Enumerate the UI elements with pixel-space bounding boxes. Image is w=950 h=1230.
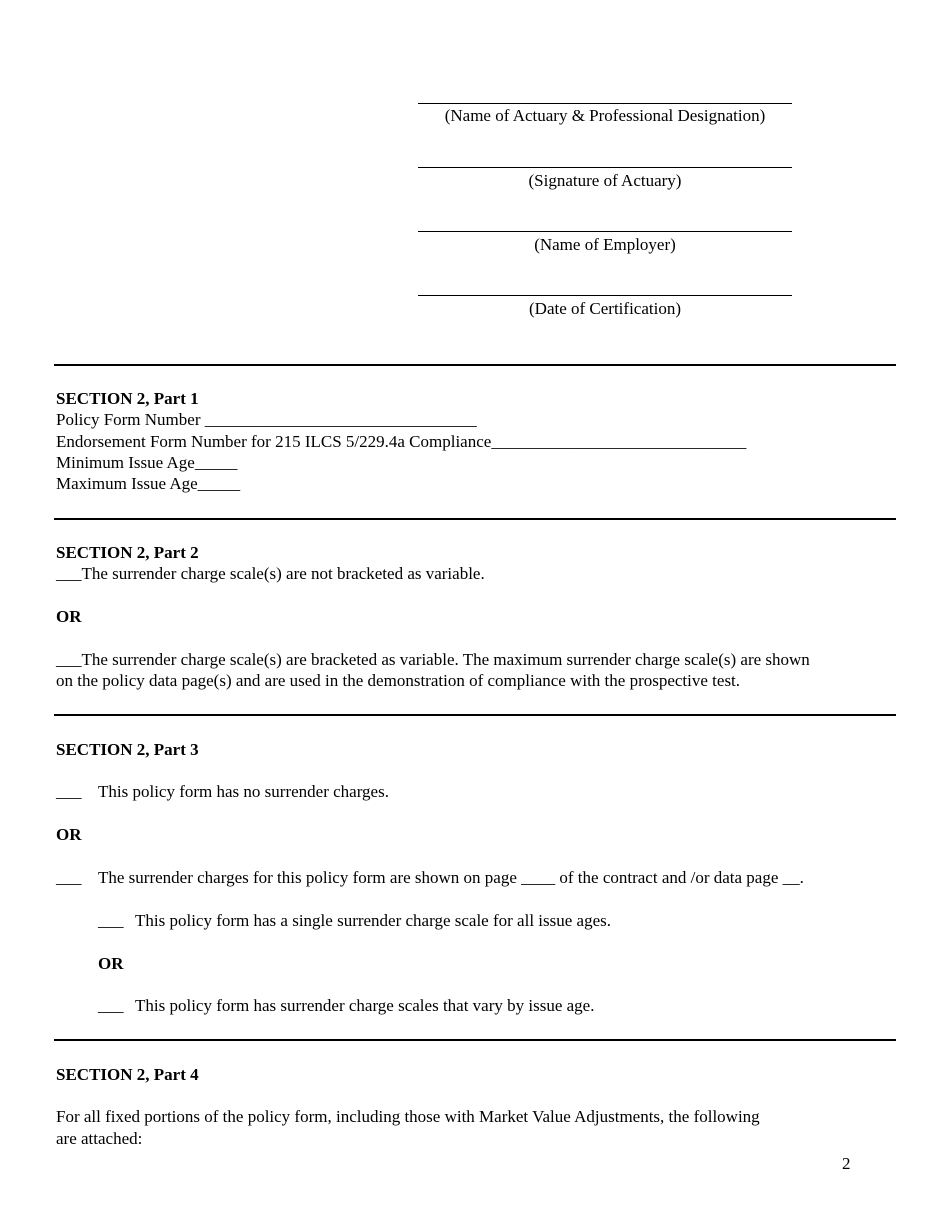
- certification-date-label: (Date of Certification): [529, 299, 681, 318]
- part2-option2-checkbox[interactable]: ___: [56, 650, 82, 669]
- section-divider: [54, 518, 896, 520]
- part2-option-not-variable: [56, 563, 485, 584]
- part2-option2-text-line2: on the policy data page(s) and are used in the demonstration of compliance with the prospective test.: [56, 671, 741, 690]
- part3-sub1-text: This policy form has a single surrender charge scale for all issue ages.: [135, 911, 611, 930]
- part3-option2-text-b: of the contract and /or data page: [559, 868, 779, 887]
- part3-sub1-checkbox[interactable]: ___: [98, 911, 124, 930]
- maximum-issue-age-label: Maximum Issue Age: [56, 474, 198, 493]
- section-divider: [54, 714, 896, 716]
- part3-option-has-charges: [56, 867, 804, 888]
- minimum-issue-age-label: Minimum Issue Age: [56, 453, 195, 472]
- maximum-issue-age-field[interactable]: _____: [197, 474, 241, 493]
- part2-option1-checkbox[interactable]: ___: [56, 564, 82, 583]
- policy-form-number-row: [56, 409, 477, 430]
- page-number: 2: [842, 1154, 851, 1173]
- data-page-field[interactable]: __: [782, 868, 800, 887]
- signature-line-date[interactable]: [418, 295, 792, 296]
- part3-option1-text: This policy form has no surrender charges.: [98, 782, 389, 801]
- actuary-signature-label: (Signature of Actuary): [528, 171, 682, 190]
- part3-option2-checkbox[interactable]: ___: [56, 868, 82, 887]
- policy-form-number-field[interactable]: ________________________________: [204, 410, 477, 429]
- part4-text-line1: For all fixed portions of the policy form, including those with Market Value Adjustments, the following: [56, 1107, 760, 1126]
- part3-option1-checkbox[interactable]: ___: [56, 782, 82, 801]
- section-divider: [54, 1039, 896, 1041]
- part3-option2-end: .: [799, 868, 804, 887]
- part3-option2-text-a: The surrender charges for this policy form are shown on page: [98, 868, 517, 887]
- part3-sub-option-single-scale: [98, 910, 611, 931]
- endorsement-form-field[interactable]: ______________________________: [491, 432, 747, 451]
- part3-sub-or: OR: [98, 954, 124, 973]
- actuary-name-label: (Name of Actuary & Professional Designation): [444, 106, 766, 125]
- part3-sub2-checkbox[interactable]: ___: [98, 996, 124, 1015]
- minimum-issue-age-field[interactable]: _____: [194, 453, 238, 472]
- part1-heading: SECTION 2, Part 1: [56, 389, 199, 408]
- part3-heading: SECTION 2, Part 3: [56, 740, 199, 759]
- minimum-issue-age-row: [56, 452, 237, 473]
- endorsement-form-label: Endorsement Form Number for 215 ILCS 5/229.4a Compliance: [56, 432, 492, 451]
- part3-sub2-text: This policy form has surrender charge scales that vary by issue age.: [135, 996, 595, 1015]
- part3-sub-option-vary-by-age: [98, 995, 594, 1016]
- part2-option2-text-line1: The surrender charge scale(s) are bracketed as variable. The maximum surrender charge scale(s) are shown: [81, 650, 810, 669]
- contract-page-field[interactable]: ____: [521, 868, 556, 887]
- signature-line-employer[interactable]: [418, 231, 792, 232]
- part2-option1-text: The surrender charge scale(s) are not bracketed as variable.: [81, 564, 485, 583]
- part3-or: OR: [56, 825, 82, 844]
- signature-line-actuary-name[interactable]: [418, 103, 792, 104]
- policy-form-number-label: Policy Form Number: [56, 410, 201, 429]
- part3-option-no-charges: [56, 781, 389, 802]
- endorsement-form-row: [56, 431, 746, 452]
- signature-line-actuary-signature[interactable]: [418, 167, 792, 168]
- maximum-issue-age-row: [56, 473, 240, 494]
- employer-name-label: (Name of Employer): [534, 235, 676, 254]
- part4-heading: SECTION 2, Part 4: [56, 1065, 199, 1084]
- section-divider: [54, 364, 896, 366]
- part2-heading: SECTION 2, Part 2: [56, 543, 199, 562]
- part2-option-variable: [56, 649, 810, 670]
- part4-text-line2: are attached:: [56, 1129, 143, 1148]
- part2-or: OR: [56, 607, 82, 626]
